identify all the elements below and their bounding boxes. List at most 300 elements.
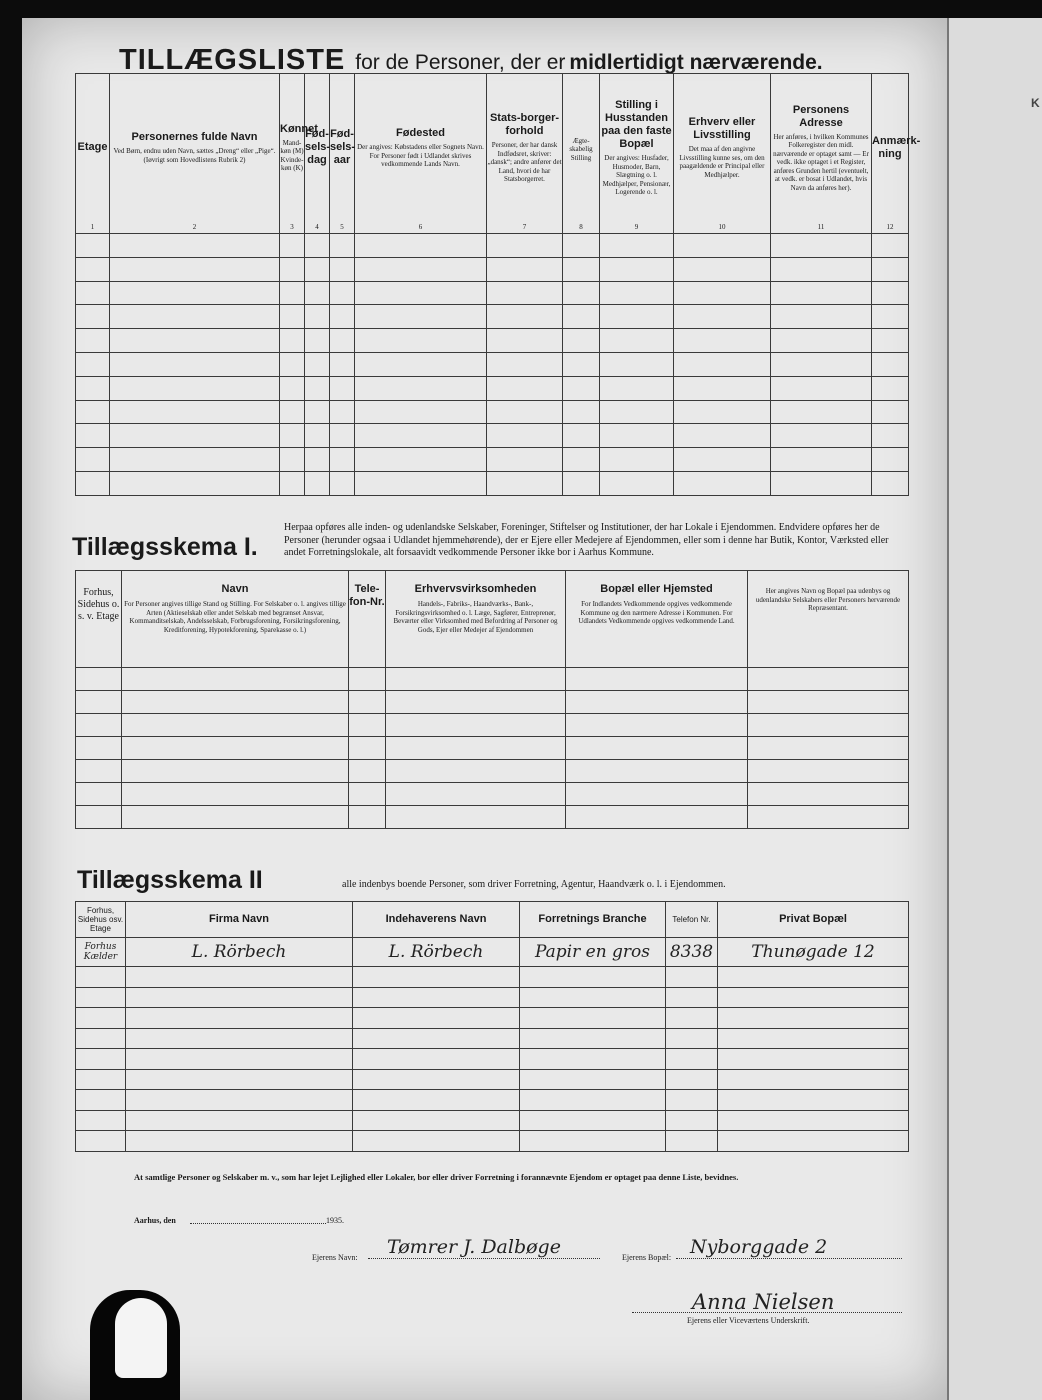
skema2-cell[interactable] xyxy=(718,987,909,1008)
list-cell[interactable] xyxy=(600,305,674,329)
list-cell[interactable] xyxy=(563,471,600,495)
list-col-title: Fødested xyxy=(396,127,445,139)
list-cell[interactable] xyxy=(355,448,487,472)
skema2-cell[interactable] xyxy=(520,987,666,1008)
skema2-cell[interactable] xyxy=(718,1008,909,1029)
skema2-cell[interactable] xyxy=(666,1110,718,1131)
list-cell[interactable] xyxy=(771,305,872,329)
list-cell[interactable] xyxy=(355,234,487,258)
skema1-cell[interactable] xyxy=(566,783,748,806)
owner-address-line xyxy=(676,1258,902,1259)
list-cell[interactable] xyxy=(771,352,872,376)
skema1-cell[interactable] xyxy=(566,668,748,691)
skema2-cell[interactable] xyxy=(520,1049,666,1070)
list-cell[interactable] xyxy=(487,329,563,353)
skema2-cell[interactable] xyxy=(126,1090,353,1111)
list-cell[interactable] xyxy=(305,400,330,424)
list-cell[interactable] xyxy=(600,471,674,495)
skema2-intro: alle indenbys boende Personer, som driver Forretning, Agentur, Haandværk o. l. i Ejendommen. xyxy=(342,879,726,890)
skema1-cell[interactable] xyxy=(122,806,349,829)
place-label: Aarhus, den xyxy=(134,1216,176,1225)
list-cell[interactable] xyxy=(600,281,674,305)
skema2-cell[interactable] xyxy=(520,1028,666,1049)
skema2-cell[interactable] xyxy=(126,1131,353,1152)
skema2-cell-branche[interactable]: Papir en gros xyxy=(520,938,666,967)
skema1-cell[interactable] xyxy=(76,668,122,691)
skema2-cell[interactable] xyxy=(126,967,353,988)
list-cell[interactable] xyxy=(563,424,600,448)
list-cell[interactable] xyxy=(872,471,909,495)
skema2-header-row xyxy=(76,902,909,938)
list-cell[interactable] xyxy=(600,234,674,258)
skema2-cell[interactable] xyxy=(353,1028,520,1049)
list-cell[interactable] xyxy=(280,329,305,353)
list-cell[interactable] xyxy=(110,352,280,376)
list-col-note: Der angives: Købstadens eller Sognets Navn. For Personer født i Udlandet skrives vedkommende Lands Navn. xyxy=(357,143,484,168)
list-col-number: 1 xyxy=(76,222,110,234)
skema2-cell[interactable] xyxy=(718,1110,909,1131)
skema2-cell[interactable] xyxy=(520,1110,666,1131)
skema1-cell[interactable] xyxy=(76,783,122,806)
list-cell[interactable] xyxy=(110,424,280,448)
list-cell[interactable] xyxy=(674,471,771,495)
skema2-cell[interactable] xyxy=(353,1069,520,1090)
skema1-cell[interactable] xyxy=(349,714,386,737)
list-cell[interactable] xyxy=(305,257,330,281)
list-col-header xyxy=(771,74,872,222)
form-page xyxy=(22,18,947,1400)
owner-name-label: Ejerens Navn: xyxy=(312,1253,358,1262)
list-cell[interactable] xyxy=(355,424,487,448)
list-number-row xyxy=(76,222,909,234)
list-cell[interactable] xyxy=(330,400,355,424)
skema1-intro: Herpaa opføres alle inden- og udenlandske Selskaber, Foreninger, Stiftelser og Institutioner, der har Lokale i Ejendommen. Endvidere opføres her de Personer (herunder ogsaa i Udlandet hjemmehørende), der er Ejere eller Medejere af Ejendommen, eller som i denne har Butik, Kontor, Værksted eller andet Forretningslokale, alt forsaavidt vedkommende Personer ikke bor i Aarhus Kommune. xyxy=(284,522,889,558)
list-cell[interactable] xyxy=(771,424,872,448)
skema1-cell[interactable] xyxy=(748,783,909,806)
skema1-cell[interactable] xyxy=(386,691,566,714)
list-cell[interactable] xyxy=(771,400,872,424)
list-cell[interactable] xyxy=(563,281,600,305)
list-col-note: Det maa af den angivne Livsstilling kunne ses, om den paagældende er Principal eller Medhjælper. xyxy=(679,145,765,179)
list-col-header xyxy=(355,74,487,222)
list-col-title: Fød-sels-dag xyxy=(305,128,331,167)
list-cell[interactable] xyxy=(305,234,330,258)
list-cell[interactable] xyxy=(674,305,771,329)
list-cell[interactable] xyxy=(76,376,110,400)
list-cell[interactable] xyxy=(76,471,110,495)
skema1-title: Tillægsskema I. xyxy=(72,533,258,561)
list-cell[interactable] xyxy=(487,424,563,448)
list-cell[interactable] xyxy=(355,471,487,495)
skema1-cell[interactable] xyxy=(122,737,349,760)
list-cell[interactable] xyxy=(110,376,280,400)
skema1-col-note: Her angives Navn og Bopæl paa udenbys og udenlandske Selskabers eller Personers herværende Repræsentant. xyxy=(755,587,901,612)
list-cell[interactable] xyxy=(674,424,771,448)
list-cell[interactable] xyxy=(355,257,487,281)
list-cell[interactable] xyxy=(872,376,909,400)
list-cell[interactable] xyxy=(330,471,355,495)
list-col-number: 11 xyxy=(771,222,872,234)
page-title: TILLÆGSLISTE for de Personer, der er midlertidigt nærværende. xyxy=(119,44,823,76)
list-cell[interactable] xyxy=(355,281,487,305)
skema1-cell[interactable] xyxy=(566,760,748,783)
list-cell[interactable] xyxy=(110,281,280,305)
skema2-cell[interactable] xyxy=(353,1110,520,1131)
list-cell[interactable] xyxy=(674,448,771,472)
skema2-row xyxy=(76,1131,909,1152)
list-cell[interactable] xyxy=(487,376,563,400)
skema2-cell[interactable] xyxy=(126,987,353,1008)
certification-text: At samtlige Personer og Selskaber m. v., som har lejet Lejlighed eller Lokaler, bor eller driver Forretning i forannævnte Ejendom er optaget paa denne Liste, bevidnes. xyxy=(134,1172,739,1182)
skema2-col-header: Privat Bopæl xyxy=(718,902,909,938)
skema1-cell[interactable] xyxy=(386,737,566,760)
skema1-col-title: Erhvervsvirksomheden xyxy=(414,583,537,595)
skema1-cell[interactable] xyxy=(349,668,386,691)
list-cell[interactable] xyxy=(771,448,872,472)
skema2-col-header: Telefon Nr. xyxy=(666,902,718,938)
skema2-cell[interactable] xyxy=(520,1131,666,1152)
list-cell[interactable] xyxy=(305,329,330,353)
list-cell[interactable] xyxy=(76,424,110,448)
skema1-cell[interactable] xyxy=(566,691,748,714)
list-col-number: 2 xyxy=(110,222,280,234)
skema2-cell-telefon[interactable]: 8338 xyxy=(666,938,718,967)
list-cell[interactable] xyxy=(110,234,280,258)
skema2-cell[interactable] xyxy=(76,1110,126,1131)
list-cell[interactable] xyxy=(330,376,355,400)
skema2-cell[interactable] xyxy=(76,967,126,988)
skema1-col-title: Navn xyxy=(221,583,249,595)
list-cell[interactable] xyxy=(771,376,872,400)
list-cell[interactable] xyxy=(76,305,110,329)
skema1-cell[interactable] xyxy=(748,760,909,783)
skema2-cell[interactable] xyxy=(666,1131,718,1152)
skema2-cell[interactable] xyxy=(666,1008,718,1029)
skema2-cell[interactable] xyxy=(718,1069,909,1090)
skema1-header-row xyxy=(76,571,909,668)
skema1-cell[interactable] xyxy=(386,806,566,829)
list-cell[interactable] xyxy=(771,471,872,495)
list-cell[interactable] xyxy=(872,257,909,281)
list-cell[interactable] xyxy=(305,424,330,448)
list-cell[interactable] xyxy=(110,400,280,424)
skema2-cell[interactable] xyxy=(126,1028,353,1049)
skema1-cell[interactable] xyxy=(748,691,909,714)
skema1-cell[interactable] xyxy=(349,806,386,829)
list-row xyxy=(76,376,909,400)
list-cell[interactable] xyxy=(330,448,355,472)
list-cell[interactable] xyxy=(563,329,600,353)
list-cell[interactable] xyxy=(563,400,600,424)
list-cell[interactable] xyxy=(600,352,674,376)
list-cell[interactable] xyxy=(872,352,909,376)
list-cell[interactable] xyxy=(563,376,600,400)
list-col-number: 6 xyxy=(355,222,487,234)
skema1-cell[interactable] xyxy=(76,714,122,737)
list-cell[interactable] xyxy=(771,281,872,305)
list-cell[interactable] xyxy=(280,400,305,424)
list-col-header xyxy=(76,74,110,222)
year-label: 1935. xyxy=(326,1216,344,1225)
skema1-cell[interactable] xyxy=(386,714,566,737)
skema1-cell[interactable] xyxy=(76,691,122,714)
skema1-col-header xyxy=(748,571,909,668)
skema1-cell[interactable] xyxy=(349,691,386,714)
list-cell[interactable] xyxy=(674,352,771,376)
list-cell[interactable] xyxy=(355,376,487,400)
list-cell[interactable] xyxy=(674,329,771,353)
list-cell[interactable] xyxy=(330,305,355,329)
skema1-cell[interactable] xyxy=(76,737,122,760)
list-header-row xyxy=(76,74,909,222)
list-row xyxy=(76,329,909,353)
list-cell[interactable] xyxy=(305,448,330,472)
list-cell[interactable] xyxy=(110,305,280,329)
list-cell[interactable] xyxy=(872,281,909,305)
skema2-cell[interactable] xyxy=(666,1028,718,1049)
list-cell[interactable] xyxy=(355,329,487,353)
skema1-cell[interactable] xyxy=(748,714,909,737)
list-row xyxy=(76,234,909,258)
skema1-cell[interactable] xyxy=(76,760,122,783)
skema2-cell[interactable] xyxy=(718,1090,909,1111)
list-cell[interactable] xyxy=(280,376,305,400)
skema2-row xyxy=(76,938,909,967)
skema2-cell[interactable] xyxy=(76,1069,126,1090)
list-cell[interactable] xyxy=(280,305,305,329)
list-cell[interactable] xyxy=(563,448,600,472)
list-cell[interactable] xyxy=(872,424,909,448)
list-cell[interactable] xyxy=(355,305,487,329)
skema2-cell[interactable] xyxy=(76,1131,126,1152)
list-cell[interactable] xyxy=(563,257,600,281)
list-cell[interactable] xyxy=(76,448,110,472)
list-cell[interactable] xyxy=(872,448,909,472)
list-cell[interactable] xyxy=(305,471,330,495)
list-cell[interactable] xyxy=(563,305,600,329)
skema2-cell[interactable] xyxy=(520,1069,666,1090)
skema1-cell[interactable] xyxy=(76,806,122,829)
skema1-cell[interactable] xyxy=(566,806,748,829)
list-cell[interactable] xyxy=(330,424,355,448)
skema1-cell[interactable] xyxy=(122,783,349,806)
list-cell[interactable] xyxy=(487,471,563,495)
list-cell[interactable] xyxy=(305,305,330,329)
owner-name-line xyxy=(368,1258,600,1259)
owner-address-label: Ejerens Bopæl: xyxy=(622,1253,672,1262)
list-cell[interactable] xyxy=(355,352,487,376)
list-row xyxy=(76,471,909,495)
skema2-cell[interactable] xyxy=(353,987,520,1008)
list-row xyxy=(76,448,909,472)
list-cell[interactable] xyxy=(674,400,771,424)
skema2-cell[interactable] xyxy=(718,1049,909,1070)
skema1-col-header xyxy=(386,571,566,668)
skema1-col-header xyxy=(566,571,748,668)
list-cell[interactable] xyxy=(330,352,355,376)
skema2-cell[interactable] xyxy=(520,1090,666,1111)
skema2-row xyxy=(76,1069,909,1090)
list-col-note: Der angives: Husfader, Husmoder, Barn, Slægtning o. l. Medhjælper, Pensionær, Logerende o. l. xyxy=(602,154,671,196)
list-cell[interactable] xyxy=(305,376,330,400)
skema1-cell[interactable] xyxy=(122,691,349,714)
list-col-note: Ved Børn, endnu uden Navn, sættes „Dreng“ eller „Pige“. (Iøvrigt som Hovedlistens Rubrik 2) xyxy=(113,147,276,164)
list-cell[interactable] xyxy=(771,329,872,353)
list-cell[interactable] xyxy=(280,234,305,258)
skema2-cell[interactable] xyxy=(76,1090,126,1111)
skema2-cell[interactable] xyxy=(353,967,520,988)
list-cell[interactable] xyxy=(305,352,330,376)
list-cell[interactable] xyxy=(487,448,563,472)
skema2-cell[interactable] xyxy=(666,1069,718,1090)
skema2-cell[interactable] xyxy=(353,1008,520,1029)
skema2-cell[interactable] xyxy=(126,1049,353,1070)
list-cell[interactable] xyxy=(674,257,771,281)
skema2-col-header: Forretnings Branche xyxy=(520,902,666,938)
list-cell[interactable] xyxy=(872,234,909,258)
skema2-cell[interactable] xyxy=(718,1028,909,1049)
list-col-title: Kønnet xyxy=(280,122,318,135)
skema1-cell[interactable] xyxy=(566,737,748,760)
list-cell[interactable] xyxy=(76,329,110,353)
list-cell[interactable] xyxy=(487,281,563,305)
list-cell[interactable] xyxy=(674,281,771,305)
skema2-cell-etage[interactable]: Forhus Kælder xyxy=(76,938,126,967)
skema2-cell-bopael[interactable]: Thunøgade 12 xyxy=(718,938,909,967)
list-cell[interactable] xyxy=(280,448,305,472)
skema2-table xyxy=(75,901,909,1152)
list-col-title: Anmærk-ning xyxy=(872,134,921,160)
skema1-cell[interactable] xyxy=(122,760,349,783)
skema2-cell[interactable] xyxy=(666,1049,718,1070)
list-cell[interactable] xyxy=(487,400,563,424)
skema2-cell[interactable] xyxy=(126,1069,353,1090)
list-cell[interactable] xyxy=(280,257,305,281)
skema1-cell[interactable] xyxy=(748,737,909,760)
owner-address-value: Nyborggade 2 xyxy=(690,1236,828,1258)
list-cell[interactable] xyxy=(76,400,110,424)
list-cell[interactable] xyxy=(872,305,909,329)
skema2-row xyxy=(76,1049,909,1070)
skema1-cell[interactable] xyxy=(386,760,566,783)
list-cell[interactable] xyxy=(487,305,563,329)
list-cell[interactable] xyxy=(674,376,771,400)
list-cell[interactable] xyxy=(563,234,600,258)
skema2-cell[interactable] xyxy=(666,967,718,988)
skema2-row xyxy=(76,1008,909,1029)
skema1-row xyxy=(76,737,909,760)
list-row xyxy=(76,257,909,281)
list-cell[interactable] xyxy=(600,448,674,472)
skema2-cell[interactable] xyxy=(718,967,909,988)
list-cell[interactable] xyxy=(355,400,487,424)
list-cell[interactable] xyxy=(330,329,355,353)
skema2-cell[interactable] xyxy=(666,987,718,1008)
list-cell[interactable] xyxy=(600,400,674,424)
skema1-cell[interactable] xyxy=(748,668,909,691)
list-cell[interactable] xyxy=(280,281,305,305)
skema2-cell[interactable] xyxy=(76,1028,126,1049)
list-cell[interactable] xyxy=(600,329,674,353)
list-cell[interactable] xyxy=(305,281,330,305)
skema1-row xyxy=(76,714,909,737)
skema2-cell[interactable] xyxy=(126,1008,353,1029)
skema2-cell-firma[interactable]: L. Rörbech xyxy=(126,938,353,967)
list-cell[interactable] xyxy=(872,329,909,353)
skema2-cell[interactable] xyxy=(76,987,126,1008)
list-cell[interactable] xyxy=(76,352,110,376)
list-cell[interactable] xyxy=(330,281,355,305)
skema2-cell[interactable] xyxy=(76,1049,126,1070)
list-cell[interactable] xyxy=(872,400,909,424)
skema1-cell[interactable] xyxy=(349,783,386,806)
skema2-cell[interactable] xyxy=(353,1049,520,1070)
list-cell[interactable] xyxy=(110,448,280,472)
list-col-title: Personens Adresse xyxy=(792,103,850,129)
skema1-cell[interactable] xyxy=(349,760,386,783)
signature-label: Ejerens eller Viceværtens Underskrift. xyxy=(687,1316,810,1325)
list-cell[interactable] xyxy=(330,257,355,281)
skema2-cell[interactable] xyxy=(520,967,666,988)
skema1-cell[interactable] xyxy=(386,668,566,691)
list-cell[interactable] xyxy=(487,352,563,376)
list-cell[interactable] xyxy=(280,471,305,495)
skema2-cell-indehaver[interactable]: L. Rörbech xyxy=(353,938,520,967)
skema1-cell[interactable] xyxy=(748,806,909,829)
skema2-col-header: Indehaverens Navn xyxy=(353,902,520,938)
skema2-cell[interactable] xyxy=(353,1090,520,1111)
list-cell[interactable] xyxy=(76,234,110,258)
list-cell[interactable] xyxy=(487,234,563,258)
list-row xyxy=(76,305,909,329)
list-cell[interactable] xyxy=(771,257,872,281)
list-cell[interactable] xyxy=(76,257,110,281)
list-cell[interactable] xyxy=(600,257,674,281)
list-cell[interactable] xyxy=(771,234,872,258)
skema1-col-note: Handels-, Fabriks-, Haandværks-, Bank-, Forsikringsvirksomhed o. l. Læge, Sagfører, Entreprenør, Beværter eller Virksomhed med Befordring af Personer og Gods, Ejer eller Medejer af Ejendommen xyxy=(393,600,558,634)
list-col-note: Personer, der har dansk Indfødsret, skriver: „dansk“; andre anfører det Land, hvori de har Statsborgerret. xyxy=(487,141,562,183)
skema2-cell[interactable] xyxy=(76,1008,126,1029)
list-cell[interactable] xyxy=(563,352,600,376)
skema2-cell[interactable] xyxy=(353,1131,520,1152)
list-cell[interactable] xyxy=(110,329,280,353)
skema2-cell[interactable] xyxy=(520,1008,666,1029)
list-cell[interactable] xyxy=(110,471,280,495)
list-cell[interactable] xyxy=(330,234,355,258)
list-cell[interactable] xyxy=(280,352,305,376)
skema1-col-header xyxy=(122,571,349,668)
skema2-cell[interactable] xyxy=(718,1131,909,1152)
skema2-cell[interactable] xyxy=(666,1090,718,1111)
list-cell[interactable] xyxy=(487,257,563,281)
list-cell[interactable] xyxy=(600,424,674,448)
skema2-cell[interactable] xyxy=(126,1110,353,1131)
list-cell[interactable] xyxy=(600,376,674,400)
list-col-title: Fød-sels-aar xyxy=(330,128,356,167)
skema1-cell[interactable] xyxy=(122,714,349,737)
skema1-cell[interactable] xyxy=(386,783,566,806)
list-cell[interactable] xyxy=(76,281,110,305)
skema1-cell[interactable] xyxy=(122,668,349,691)
list-col-title: Etage xyxy=(77,141,108,154)
list-cell[interactable] xyxy=(280,424,305,448)
skema2-row xyxy=(76,1090,909,1111)
skema1-cell[interactable] xyxy=(349,737,386,760)
list-row xyxy=(76,281,909,305)
skema1-cell[interactable] xyxy=(566,714,748,737)
list-cell[interactable] xyxy=(110,257,280,281)
list-cell[interactable] xyxy=(674,234,771,258)
